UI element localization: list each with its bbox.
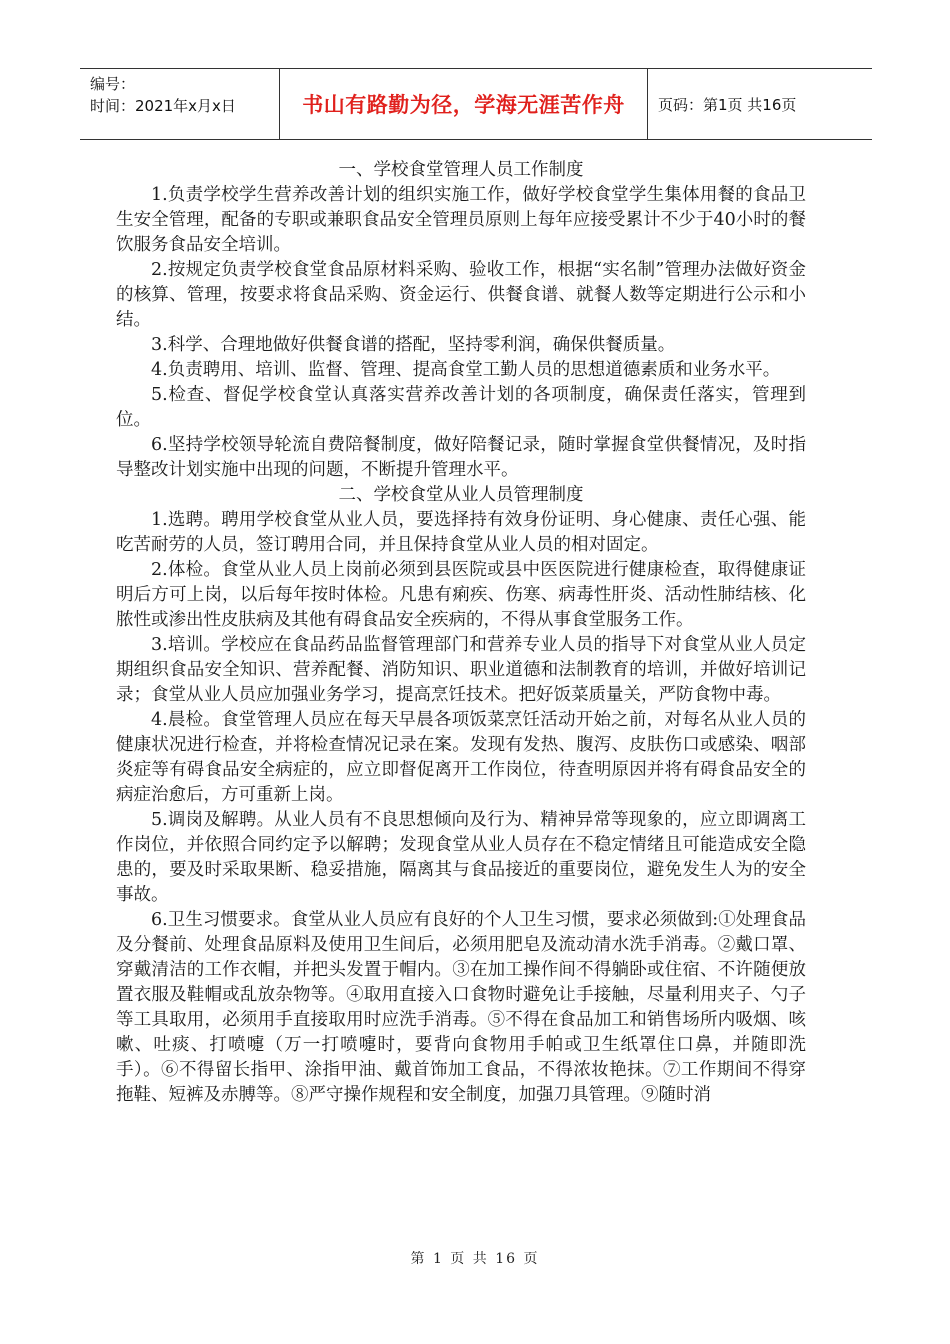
- section-title: 二、学校食堂从业人员管理制度: [338, 485, 584, 505]
- document-number-label: 编号：: [90, 75, 136, 93]
- paragraph: 1.负责学校学生营养改善计划的组织实施工作，做好学校食堂学生集体用餐的食品卫生安全管理，配备的专职或兼职食品安全管理员原则上每年应接受累计不少于40小时的餐饮服务食品安全培训。: [116, 185, 806, 255]
- section-1: [116, 158, 806, 483]
- header-page-info: 页码：第1页 共16页: [658, 95, 797, 114]
- section-title: 一、学校食堂管理人员工作制度: [338, 160, 584, 180]
- paragraph: 6.坚持学校领导轮流自费陪餐制度，做好陪餐记录，随时掌握食堂供餐情况，及时指导整改计划实施中出现的问题，不断提升管理水平。: [116, 435, 806, 480]
- paragraph: 3.培训。学校应在食品药品监督管理部门和营养专业人员的指导下对食堂从业人员定期组织食品安全知识、营养配餐、消防知识、职业道德和法制教育的培训，并做好培训记录；食堂从业人员应加强业务学习，提高烹饪技术。把好饭菜质量关，严防食物中毒。: [116, 635, 806, 705]
- header-motto: 书山有路勤为径，学海无涯苦作舟: [280, 69, 648, 139]
- paragraph: 3.科学、合理地做好供餐食谱的搭配，坚持零利润，确保供餐质量。: [151, 335, 676, 355]
- document-date: 时间：2021年x月x日: [90, 97, 236, 115]
- page-header: [80, 68, 872, 140]
- section-2: [116, 483, 806, 1108]
- paragraph: 4.负责聘用、培训、监督、管理、提高食堂工勤人员的思想道德素质和业务水平。: [151, 360, 781, 380]
- paragraph: 5.检查、督促学校食堂认真落实营养改善计划的各项制度，确保责任落实，管理到位。: [116, 385, 806, 430]
- paragraph: 5.调岗及解聘。从业人员有不良思想倾向及行为、精神异常等现象的，应立即调离工作岗位，并依照合同约定予以解聘；发现食堂从业人员存在不稳定情绪且可能造成安全隐患的，要及时采取果断、稳妥措施，隔离其与食品接近的重要岗位，避免发生人为的安全事故。: [116, 810, 806, 905]
- paragraph: 6.卫生习惯要求。食堂从业人员应有良好的个人卫生习惯，要求必须做到:①处理食品及分餐前、处理食品原料及使用卫生间后，必须用肥皂及流动清水洗手消毒。②戴口罩、穿戴清洁的工作衣帽，并把头发置于帽内。③在加工操作间不得躺卧或住宿、不许随便放置衣服及鞋帽或乱放杂物等。④取用直接入口食物时避免让手接触，尽量利用夹子、勺子等工具取用，必须用手直接取用时应洗手消毒。⑤不得在食品加工和销售场所内吸烟、咳嗽、吐痰、打喷嚏（万一打喷嚏时，要背向食物用手帕或卫生纸罩住口鼻，并随即洗手）。⑥不得留长指甲、涂指甲油、戴首饰加工食品，不得浓妆艳抹。⑦工作期间不得穿拖鞋、短裤及赤膊等。⑧严守操作规程和安全制度，加强刀具管理。⑨随时消: [116, 910, 806, 1105]
- paragraph: 1.选聘。聘用学校食堂从业人员，要选择持有效身份证明、身心健康、责任心强、能吃苦耐劳的人员，签订聘用合同，并且保持食堂从业人员的相对固定。: [116, 510, 806, 555]
- document-body: [116, 158, 806, 1108]
- paragraph: 2.按规定负责学校食堂食品原材料采购、验收工作，根据“实名制”管理办法做好资金的核算、管理，按要求将食品采购、资金运行、供餐食谱、就餐人数等定期进行公示和小结。: [116, 260, 806, 330]
- paragraph: 4.晨检。食堂管理人员应在每天早晨各项饭菜烹饪活动开始之前，对每名从业人员的健康状况进行检查，并将检查情况记录在案。发现有发热、腹泻、皮肤伤口或感染、咽部炎症等有碍食品安全病症的，应立即督促离开工作岗位，待查明原因并将有碍食品安全的病症治愈后，方可重新上岗。: [116, 710, 806, 805]
- header-meta: [80, 69, 280, 139]
- paragraph: 2.体检。食堂从业人员上岗前必须到县医院或县中医医院进行健康检查，取得健康证明后方可上岗，以后每年按时体检。凡患有痢疾、伤寒、病毒性肝炎、活动性肺结核、化脓性或渗出性皮肤病及其他有碍食品安全疾病的，不得从事食堂服务工作。: [116, 560, 806, 630]
- page-footer: 第 1 页 共 16 页: [410, 1251, 540, 1267]
